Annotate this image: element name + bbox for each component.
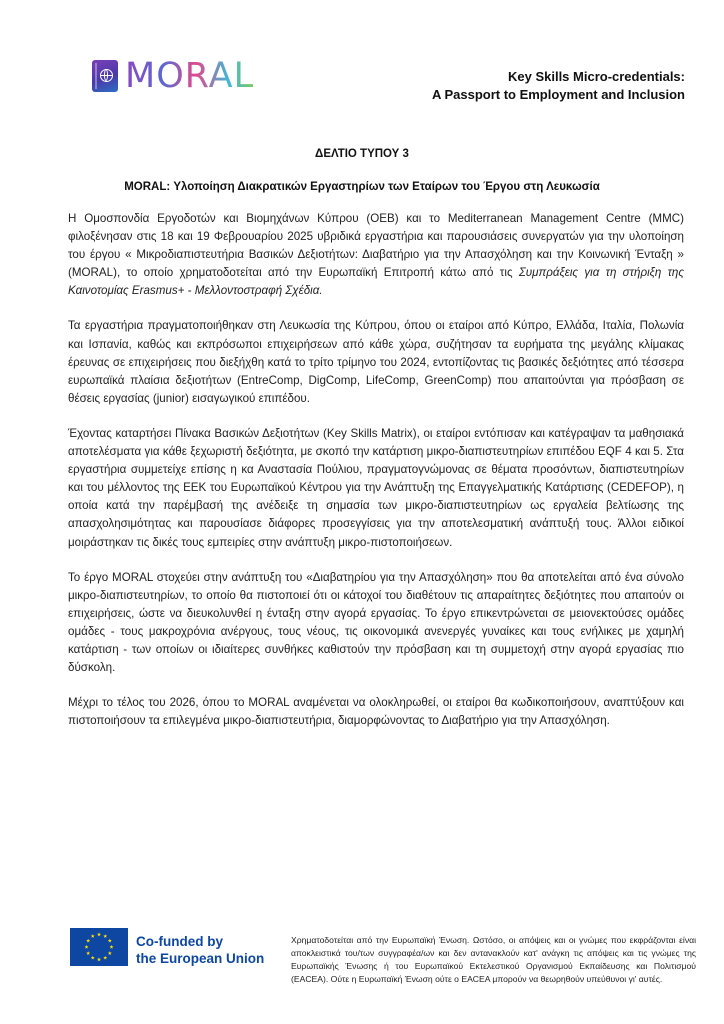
logo-text: MORAL	[125, 55, 255, 96]
project-tagline	[432, 68, 685, 104]
eu-star	[86, 951, 90, 955]
eu-star	[108, 939, 112, 943]
paragraph-4: Το έργο MORAL στοχεύει στην ανάπτυξη του «Διαβατηρίου για την Απασχόληση» που θα αποτελείται από ένα σύνολο μικρο-διαπιστευτηρίων, το οποίο θα πιστοποιεί ότι οι κάτοχοί του διαθέτουν τις απαραίτητες δεξιότητες που απαιτούν οι επιχειρήσεις, ώστε να διευκολυνθεί η ένταξη στην αγορά εργασίας. Το έργο επικεντρώνεται σε μειονεκτούσες ομάδες ομάδες - τους μακροχρόνια ανέργους, τους νέους, τις οικονομικά ανενεργές γυναίκες και τους ενήλικες με χαμηλή κατάρτιση - των οποίων οι ιδιαίτερες συνθήκες καθιστούν την πρόσβαση και τη συμμετοχή στην αγορά εργασίας πιο δύσκολη.	[68, 570, 684, 675]
eu-star	[103, 956, 107, 960]
paragraph-1-text: Η Ομοσπονδία Εργοδοτών και Βιομηχάνων Κύπρου (ΟΕΒ) και το Mediterranean Management Centre (MMC) φιλοξένησαν στις 18 και 19 Φεβρουαρίου 2025 υβριδικά εργαστήρια και παρουσιάσεις συνεργατών για την υλοποίηση του έργου « Μικροδιαπιστευτήρια Βασικών Δεξιοτήτων: Διαβατήριο για την Απασχόληση και την Κοινωνική Ένταξη » (MORAL), το οποίο χρηματοδοτείται από την Ευρωπαϊκή Επιτροπή κάτω από τις	[68, 212, 684, 280]
eu-flag-icon	[70, 928, 128, 966]
eu-star	[110, 945, 114, 949]
moral-logo	[92, 55, 255, 96]
eu-star	[97, 957, 101, 961]
press-release-title: ΔΕΛΤΙΟ ΤΥΠΟΥ 3	[315, 148, 409, 160]
body-text	[68, 210, 684, 747]
paragraph-2: Τα εργαστήρια πραγματοποιήθηκαν στη Λευκωσία της Κύπρου, όπου οι εταίροι από Κύπρο, Ελλάδα, Ιταλία, Πολωνία και Ισπανία, καθώς και εκπρόσωποι επιχειρήσεων από κάθε χώρα, συζήτησαν τα ευρήματα της μεγάλης κλίμακας έρευνας σε επιχειρήσεις που διεξήχθη κατά το τρίτο τρίμηνο του 2024, εντοπίζοντας τις βασικές δεξιότητες από τέσσερα ευρωπαϊκά πλαίσια δεξιοτήτων (EntreComp, DigComp, LifeComp, GreenComp) που απαιτούνται για πρόσβαση σε θέσεις εργασίας (junior) εισαγωγικού επιπέδου.	[68, 319, 684, 405]
cofunded-line-1: Co-funded by	[136, 934, 223, 949]
eu-star	[91, 956, 95, 960]
funding-disclaimer: Χρηματοδοτείται από την Ευρωπαϊκή Ένωση. Ωστόσο, οι απόψεις και οι γνώμες που εκφράζονται είναι αποκλειστικά του/των συγγραφέα/ων και δεν αντανακλούν κατ' ανάγκη τις απόψεις και τις γνώμες της Ευρωπαϊκής Ένωσης ή του Ευρωπαϊκού Εκτελεστικού Οργανισμού Εκπαίδευσης και Πολιτισμού (EACEA). Ούτε η Ευρωπαϊκή Ένωση ούτε ο EACEA μπορούν να θεωρηθούν υπεύθυνοι γι' αυτές.	[291, 935, 696, 984]
eu-star	[97, 932, 101, 936]
press-release-subtitle: MORAL: Υλοποίηση Διακρατικών Εργαστηρίων των Εταίρων του Έργου στη Λευκωσία	[124, 181, 600, 193]
cofunded-label	[136, 933, 264, 967]
eu-star	[91, 934, 95, 938]
paragraph-3: Έχοντας καταρτήσει Πίνακα Βασικών Δεξιοτήτων (Key Skills Matrix), οι εταίροι εντόπισαν και κατέγραψαν τα μαθησιακά αποτελέσματα για κάθε ξεχωριστή δεξιότητα, με σκοπό την κατάρτιση μικρο-διαπιστευτηρίων επιπέδου EQF 4 και 5. Στα εργαστήρια συμμετείχε επίσης η κα Αναστασία Πούλιου, πραγματογνώμονας σε θέματα προσόντων, διαπιστευτηρίων και του μέλλοντος της ΕΕΚ του Ευρωπαϊκού Κέντρου για την Ανάπτυξη της Επαγγελματικής Κατάρτισης (CEDEFOP), η οποία κατά την παρέμβασή της ανέδειξε τη σημασία των μικρο-διαπιστευτηρίων ως εργαλεία βελτίωσης της απασχολησιμότητας και παρουσίασε διάφορες προσεγγίσεις για την αποτελεσματική ανάπτυξή τους. Άλλοι ειδικοί μοιράστηκαν τις δικές τους εμπειρίες στην ανάπτυξη μικρο-πιστοποιήσεων.	[68, 426, 684, 549]
tagline-line-1: Key Skills Micro-credentials:	[507, 69, 685, 84]
paragraph-1-italic: Συμπράξεις για τη στήριξη της Καινοτομίας Erasmus+ - Μελλοντοστραφή Σχέδια.	[68, 266, 684, 298]
cofunded-line-2: the European Union	[136, 951, 265, 966]
passport-globe-icon	[92, 58, 120, 94]
eu-star	[108, 951, 112, 955]
eu-star	[85, 945, 89, 949]
paragraph-1	[68, 210, 684, 300]
eu-star	[86, 939, 90, 943]
tagline-line-2: A Passport to Employment and Inclusion	[431, 87, 685, 102]
eu-star	[103, 934, 107, 938]
paragraph-5: Μέχρι το τέλος του 2026, όπου το MORAL αναμένεται να ολοκληρωθεί, οι εταίροι θα κωδικοποιήσουν, αναπτύξουν και πιστοποιήσουν τα επιλεγμένα μικρο-διαπιστευτήρια, διαμορφώνοντας το Διαβατήριο για την Απασχόληση.	[68, 696, 684, 728]
